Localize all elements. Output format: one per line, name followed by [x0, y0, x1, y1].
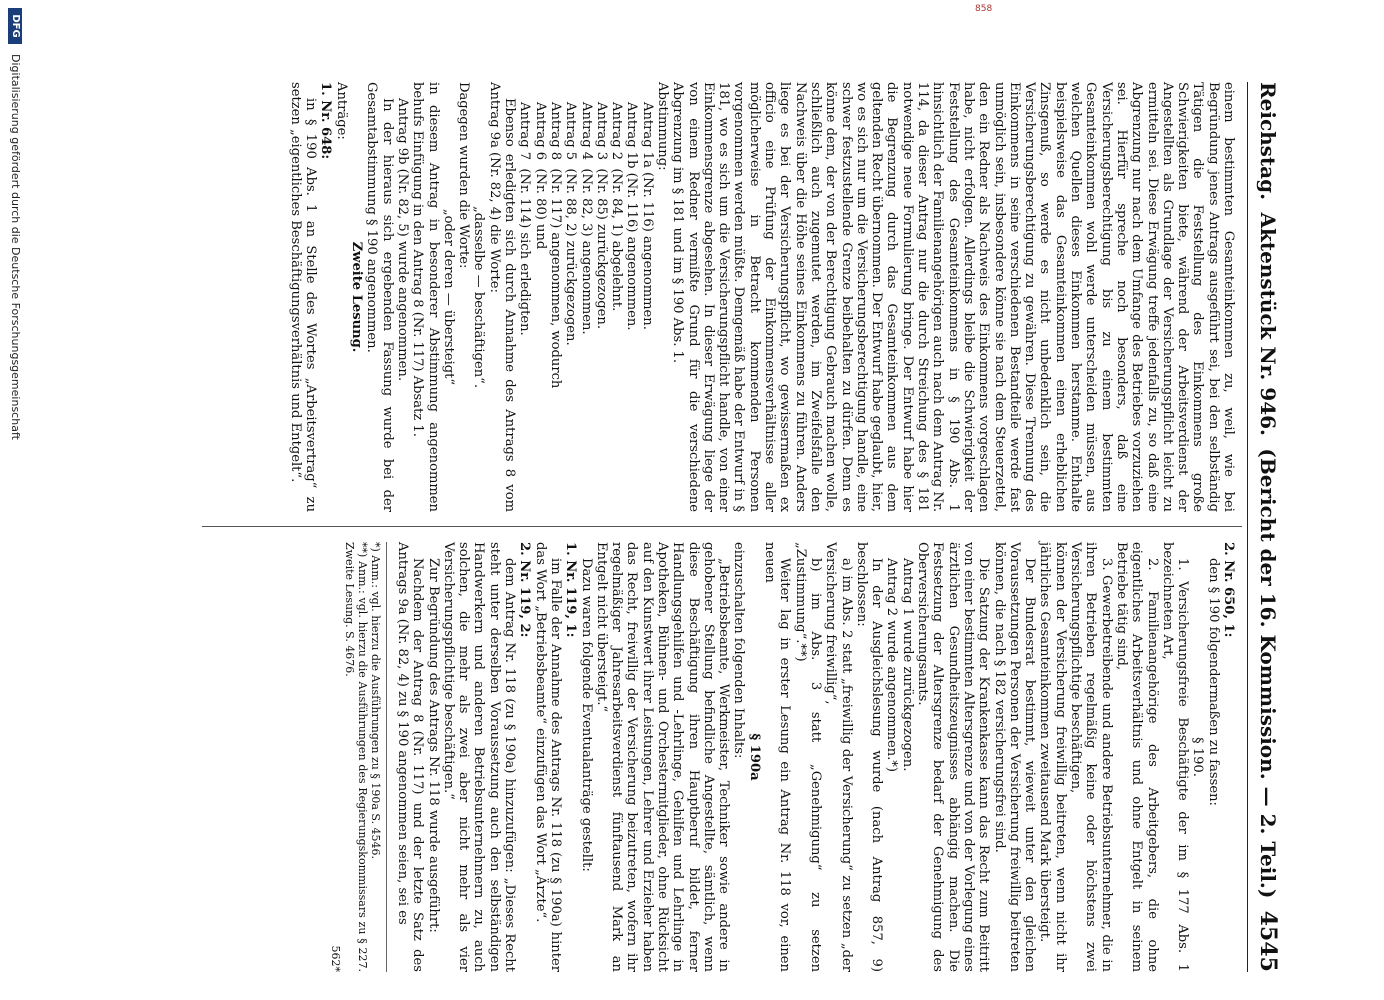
- paragraph: In der hieraus sich ergebenden Fassung wurde bei der Gesamtabstimmung § 190 angenommen.: [364, 82, 395, 512]
- paragraph: Zur Begründung des Antrags Nr. 118 wurde ausgeführt:: [425, 558, 441, 933]
- antrag-number: 1. Nr. 119, 1:: [563, 542, 579, 638]
- left-column: [288, 82, 1236, 512]
- digitization-credit: [9, 10, 22, 990]
- paragraph: einzuschalten folgenden Inhalts:: [731, 542, 747, 759]
- quote: „oder deren — übersteigt“: [440, 208, 456, 386]
- paragraph: Dazu waren folgende Eventualanträge gestellt:: [578, 558, 594, 872]
- margin-mark: 858: [975, 4, 993, 14]
- running-header: [1247, 82, 1288, 972]
- quote: „dasselbe — beschäftigen“.: [471, 205, 487, 389]
- credit-text: Digitalisierung gefördert durch die Deutsche Forschungsgemeinschaft: [9, 54, 22, 440]
- antraege-label: Anträge:: [333, 82, 349, 140]
- list-item: a) im Abs. 2 statt „freiwillig der Versicherung“ zu setzen „der Versicherung freiwillig“,: [823, 542, 854, 972]
- list-item: 1. Versicherungsfreie Beschäftigte der im § 177 Abs. 1 bezeichneten Art,: [1159, 542, 1191, 972]
- vote-result: Antrag 2 wurde angenommen.*): [884, 558, 900, 772]
- vote-item: Antrag 1b (Nr. 116) angenommen.: [624, 102, 640, 331]
- paragraph: Weiter lag in erster Lesung ein Antrag Nr. 118 vor, einen neuen: [762, 542, 793, 972]
- antrag-text: in § 190 Abs. 1 an Stelle des Wortes „Arbeitsvertrag“ zu setzen „eigentliches Beschäftigungsverhältnis und Entgelt“.: [287, 82, 319, 512]
- dfg-logo: DFG: [8, 8, 22, 44]
- antrag-text: im Falle der Annahme des Antrags Nr. 118 (zu § 190a) hinter das Wort „Betriebsbeamte“ einzufügen das Wort „Ärzte“.: [532, 542, 563, 972]
- antrag-number: 2. Nr. 650, 1:: [1221, 542, 1236, 638]
- header-left: Reichstag.: [1256, 82, 1280, 201]
- paragraph: können der Versicherung freiwillig beitreten, wenn nicht ihr jährliches Gesamteinkommen zweitausend Mark übersteigt.: [1037, 542, 1068, 972]
- sheet-number: 562*: [328, 945, 342, 972]
- antrag-text: den § 190 folgendermaßen zu fassen:: [1205, 558, 1221, 806]
- paragraph: Ebenso erledigten sich durch Annahme des Antrags 8 vom Antrag 9a (Nr. 82, 4) die Worte:: [486, 82, 518, 512]
- section-heading: Zweite Lesung.: [349, 241, 365, 353]
- footnotes: [343, 542, 387, 972]
- antrag-text: dem Antrag Nr. 118 (zu § 190a) hinzuzufügen: „Dieses Recht steht unter derselben Voraussetzung auch den selbständigen Handwerkern und anderen Betriebsunternehmern zu, auch solchen, die mehr als zwei aber nicht mehr als vier Versicherungspflichtige beschäftigen.“: [440, 542, 518, 972]
- vote-item: Antrag 5 (Nr. 88, 2) zurückgezogen.: [563, 102, 579, 346]
- footnote: *) Anm.: vgl. hierzu die Ausführungen zu § 190a S. 4546.: [368, 542, 382, 860]
- list-item: 2. Familienangehörige des Arbeitgebers, die ohne eigentliches Arbeitsverhältnis und ohne Entgelt in seinem Betriebe tätig sind,: [1113, 542, 1160, 972]
- right-column: [327, 542, 1236, 972]
- vote-list: [517, 82, 655, 512]
- header-right: (Bericht der 16. Kommission. — 2. Teil.): [1256, 448, 1280, 899]
- vote-item: Antrag 1a (Nr. 116) angenommen.: [639, 102, 655, 330]
- list-item: 3. Gewerbetreibende und andere Betriebsunternehmer, die in ihren Betrieben regelmäßig keine oder höchstens zwei Versicherungspflichtige beschäftigen,: [1068, 542, 1114, 972]
- antrag-number: 1. Nr. 648:: [318, 82, 334, 160]
- page-number: 4545: [1255, 910, 1281, 972]
- footnote: **) Anm.: vgl. hierzu die Ausführungen des Regierungskommissars zu § 227. Zweite Lesung. S. 4676.: [342, 542, 369, 972]
- paragraph: einem bestimmten Gesamteinkommen zu, weil, wie bei Begründung jenes Antrags ausgeführt sei, bei den selbständig Tätigen die Feststellung des Einkommens große Schwierigkeiten biete, während der Arbeitsverdienst der Angestellten als Grundlage der Versicherungspflicht leicht zu ermitteln sei. Diese Erwägung treffe jedenfalls zu, so daß eine Abgrenzung nur nach dem Umfange des Betriebes vorzuziehen sei. Hierfür spreche noch besonders, daß eine Versicherungsberechtigung bis zu einem bestimmten Gesamteinkommen wohl werde unterscheiden müssen, aus welchen Quellen dieses Einkommen herstamme. Enthalte beispielsweise das Gesamteinkommen einen erheblichen Zinsgenuß, so werde es nicht unbedenklich sein, die Versicherungsberechtigung zu gewähren. Diese Trennung des Einkommens in seine verschiedenen Bestandteile werde fast unmöglich sein, insbesondere könne sie nach dem Steuerzettel, den ein Redner als Nachweis des Einkommens vorgeschlagen habe, nicht erfolgen. Allerdings bleibe die Schwierigkeit der Feststellung des Gesamteinkommens in § 190 Abs. 1 hinsichtlich der Familienangehörigen auch nach dem Antrag Nr. 114, da dieser Antrag nur die durch Streichung des § 181 notwendige neue Formulierung bringe. Der Entwurf habe hier die Begrenzung durch das Gesamteinkommen aus dem geltenden Recht übernommen. Der Entwurf habe geglaubt, hier, wo es sich nur um die Versicherungsberechtigung handle, eine schwer festzustellende Grenze beibehalten zu dürfen. Denn es könne dem, der von der Berechtigung Gebrauch machen wolle, schließlich auch zugemutet werden, im Zweifelsfalle den Nachweis über die Höhe seines Einkommens zu führen. Anders liege es bei der Versicherungspflicht, wo gewissermaßen ex officio eine Prüfung der Einkommensverhältnisse aller möglicherweise in Betracht kommenden Personen vorgenommen werden müßte. Demgemäß habe der Entwurf in § 181, wo es sich um die Versicherungspflicht handle, von einer Einkommensgrenze abgesehen. In dieser Erwägung liege der von einem Redner vermißte Grund für die verschiedene Abgrenzung im § 181 und im § 190 Abs. 1.: [670, 82, 1236, 512]
- vote-item: Antrag 3 (Nr. 85) zurückgezogen.: [593, 102, 609, 329]
- vote-item: Antrag 7 (Nr. 114) sich erledigten.: [517, 102, 533, 336]
- vote-item: Antrag 4 (Nr. 82, 3) angenommen.: [578, 102, 594, 335]
- paragraph: in diesem Antrag in besonderer Abstimmung angenommen behufs Einfügung in den Antrag 8 (Nr. 117) Absatz 1.: [410, 82, 441, 512]
- paragraph: In der Ausgleichslesung wurde (nach Antrag 857, 9) beschlossen:: [853, 542, 885, 972]
- paragraph-sign: § 190a: [746, 733, 762, 781]
- column-divider: [202, 526, 1242, 527]
- document-page: [180, 82, 1288, 972]
- paragraph: Nachdem der Antrag 8 (Nr. 117) und der letzte Satz des Antrags 9a (Nr. 82, 4) zu § 190 angenommen seien, sei es: [394, 542, 426, 972]
- quote: „Betriebsbeamte, Werkmeister, Techniker sowie andere in gehobener Stellung befindliche Angestellte, sämtlich, wenn diese Beschäftigung ihren Hauptberuf bildet, ferner Handlungsgehilfen und -Lehrlinge, Gehilfen und Lehrlinge in Apotheken, Bühnen- und Orchestermitglieder, ohne Rücksicht auf den Kunstwert ihrer Leistungen, Lehrer und Erzieher haben das Recht, freiwillig der Versicherung beizutreten, wofern ihr regelmäßiger Jahresarbeitsverdienst fünftausend Mark an Entgelt nicht übersteigt.“: [593, 542, 732, 972]
- list-item: b) im Abs. 3 statt „Genehmigung“ zu setzen „Zustimmung“.**): [792, 542, 823, 972]
- paragraph: Antrag 9b (Nr. 82, 5) wurde angenommen.: [394, 98, 410, 381]
- paragraph: Dagegen wurden die Worte:: [456, 82, 472, 269]
- vote-item: Antrag 8 (Nr. 117) angenommen, wodurch: [547, 102, 563, 389]
- vote-item: Antrag 2 (Nr. 84, 1) abgelehnt.: [609, 102, 625, 312]
- paragraph: Die Satzung der Krankenkasse kann das Recht zum Beitritt von einer bestimmten Altersgrenze und von der Vorlegung eines ärztlichen Gesundheitszeugnisses abhängig machen. Die Festsetzung der Altersgrenze bedarf der Genehmigung des Oberversicherungsamts.: [915, 542, 992, 972]
- paragraph: Der Bundesrat bestimmt, wieweit unter den gleichen Voraussetzungen Personen der Versicherung freiwillig beitreten können, die nach § 182 versicherungsfrei sind.: [991, 542, 1038, 972]
- vote-item: Antrag 6 (Nr. 80) und: [532, 102, 548, 250]
- abstimmung-label: Abstimmung:: [655, 82, 671, 171]
- vote-result: Antrag 1 wurde zurückgezogen.: [899, 558, 915, 772]
- header-center: Aktenstück Nr. 946.: [1256, 212, 1280, 436]
- paragraph-sign: § 190.: [1190, 737, 1206, 777]
- antrag-number: 2. Nr. 119, 2:: [517, 542, 533, 638]
